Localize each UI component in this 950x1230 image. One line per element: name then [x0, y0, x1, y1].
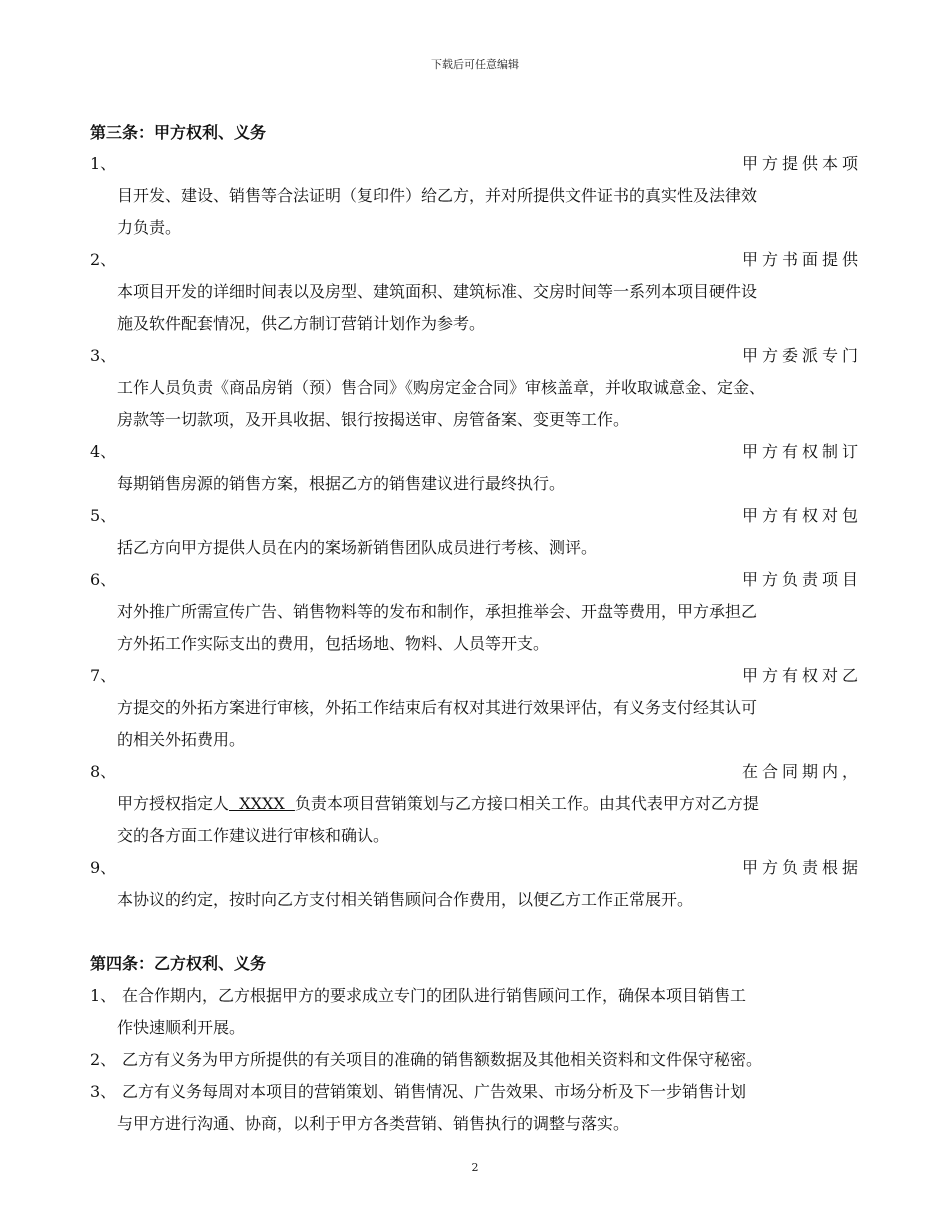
item-line: 对外推广所需宣传广告、销售物料等的发布和制作，承担推举会、开盘等费用，甲方承担乙 — [117, 602, 758, 621]
item-line: 在合作期内，乙方根据甲方的要求成立专门的团队进行销售顾问工作，确保本项目销售工 — [122, 986, 747, 1005]
item-number: 7、 — [90, 666, 117, 685]
item-line: 目开发、建设、销售等合法证明（复印件）给乙方，并对所提供文件证书的真实性及法律效 — [117, 186, 758, 205]
item-line: 力负责。 — [117, 218, 182, 237]
item-lead-text: 甲方提供本项 — [741, 154, 862, 173]
item-line: 乙方有义务为甲方所提供的有关项目的准确的销售额数据及其他相关资料和文件保守秘密。 — [122, 1050, 763, 1069]
section-title: 第三条：甲方权利、义务 — [90, 123, 267, 142]
item-line: 方外拓工作实际支出的费用，包括场地、物料、人员等开支。 — [117, 634, 550, 653]
item-line: 本协议的约定，按时向乙方支付相关销售顾问合作费用，以便乙方工作正常展开。 — [117, 890, 694, 909]
item-line-part: 甲方授权指定人 — [117, 794, 230, 813]
item-number: 4、 — [90, 442, 117, 461]
item-line: 方提交的外拓方案进行审核，外拓工作结束后有权对其进行效果评估，有义务支付经其认可 — [117, 698, 758, 717]
item-lead-text: 甲方负责项目 — [741, 570, 862, 589]
item-number: 9、 — [90, 858, 117, 877]
item-lead-text: 甲方委派专门 — [741, 346, 862, 365]
item-number: 8、 — [90, 762, 117, 781]
item-lead-text: 甲方书面提供 — [741, 250, 862, 269]
item-number: 3、 — [90, 1082, 117, 1101]
section-title: 第四条：乙方权利、义务 — [90, 954, 267, 973]
item-line: 与甲方进行沟通、协商，以利于甲方各类营销、销售执行的调整与落实。 — [117, 1114, 630, 1133]
page-header: 下载后可任意编辑 — [431, 58, 519, 71]
item-line: 每期销售房源的销售方案，根据乙方的销售建议进行最终执行。 — [117, 474, 566, 493]
item-line — [117, 791, 877, 814]
item-number: 3、 — [90, 346, 117, 365]
item-line: 房款等一切款项，及开具收据、银行按揭送审、房管备案、变更等工作。 — [117, 410, 630, 429]
item-number: 6、 — [90, 570, 117, 589]
item-lead-text: 甲方负责根据 — [741, 858, 862, 877]
item-line-part: 负责本项目营销策划与乙方接口相关工作。由其代表甲方对乙方提 — [294, 794, 759, 813]
item-line: 括乙方向甲方提供人员在内的案场新销售团队成员进行考核、测评。 — [117, 538, 598, 557]
item-line: 作快速顺利开展。 — [117, 1018, 246, 1037]
item-line: 交的各方面工作建议进行审核和确认。 — [117, 826, 390, 845]
designated-person-blank: XXXX — [229, 794, 295, 813]
item-line: 工作人员负责《商品房销（预）售合同》《购房定金合同》审核盖章，并收取诚意金、定金、 — [117, 378, 766, 397]
page-number: 2 — [471, 1161, 479, 1174]
item-number: 1、 — [90, 986, 117, 1005]
item-line: 乙方有义务每周对本项目的营销策划、销售情况、广告效果、市场分析及下一步销售计划 — [122, 1082, 747, 1101]
item-number: 5、 — [90, 506, 117, 525]
item-lead-text: 甲方有权对包 — [741, 506, 862, 525]
item-number: 2、 — [90, 1050, 117, 1069]
item-line: 本项目开发的详细时间表以及房型、建筑面积、建筑标准、交房时间等一系列本项目硬件设 — [117, 282, 758, 301]
item-lead-text: 甲方有权制订 — [741, 442, 862, 461]
item-line: 的相关外拓费用。 — [117, 730, 246, 749]
item-number: 1、 — [90, 154, 117, 173]
item-lead-text: 甲方有权对乙 — [741, 666, 862, 685]
item-line: 施及软件配套情况，供乙方制订营销计划作为参考。 — [117, 314, 486, 333]
item-lead-text: 在合同期内， — [741, 762, 862, 781]
item-number: 2、 — [90, 250, 117, 269]
